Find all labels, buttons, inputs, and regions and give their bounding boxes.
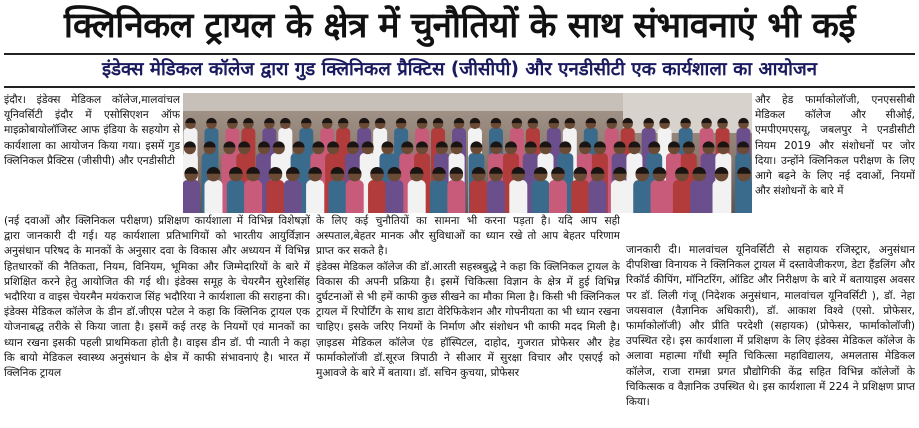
subheadline: इंडेक्स मेडिकल कॉलेज द्वारा गुड क्लिनिकल प्रैक्टिस (जीसीपी) और एनडीसीटी एक कार्यशाला का आयोजन [102, 59, 817, 80]
article-column-1-top: इंदौर। इंडेक्स मेडिकल कॉलेज,मालवांचल यूनिवर्सिटी इंदौर में एसोसिएशन ऑफ माइक्रोबायोलॉजिस्ट आफ इंडिया के सहयोग से कार्यशाला का आयोजन किया गया। इसमें गुड क्लिनिकल प्रैक्टिस (जीसीपी) और एनडीसीटी [4, 94, 180, 167]
article-column-3-bottom: जानकारी दी। मालवांचल यूनिवर्सिटी से सहायक रजिस्ट्रार, अनुसंधान दीपशिखा विनायक ने क्लिनिकल ट्रायल में दस्तावेजीकरण, डेटा हैंडलिंग और रिकॉर्ड कीपिंग, मॉनिटरिंग, ऑडिट और निरीक्षण के बारे में बतायाइस अवसर पर डॉ. लिली गंजू (निदेशक अनुसंधान, मालवांचल यूनिवर्सिटी ), डॉ. नेहा जयसवाल (वैज्ञानिक अधिकारी), डॉ. आकाश विश्वे (एसो. प्रोफेसर, फार्माकोलॉजी) और प्रीति परदेशी (सहायक) (प्रोफेसर, फार्माकोलॉजी) उपस्थित रहे। इस कार्यशाला में प्रशिक्षण के लिए इंडेक्स मेडिकल कॉलेज के अलावा महात्मा गाँधी स्मृति चिकित्सा महाविद्यालय, अमलतास मेडिकल कॉलेज, राजा रामन्ना प्रगत प्रौद्योगिकी केंद्र सहित विभिन्न कॉलेजों के चिकित्सक व वैज्ञानिक उपस्थित थे। इस कार्यशाला में 224 ने प्रशिक्षण प्राप्त किया। [626, 244, 915, 409]
article-column-1-bottom: (नई दवाओं और क्लिनिकल परीक्षण) प्रशिक्षण कार्यशाला में विभिन्न विशेषज्ञों द्वारा जानकारी दी गई। यह कार्यशाला प्रतिभागियों को भारतीय आयुर्विज्ञान अनुसंधान परिषद के मानकों के अनुसार दवा के विकास और अध्ययन में विभिन्न हितधारकों की नैतिकता, नियम, विनियम, भूमिका और जिम्मेदारियों के बारे में प्रशिक्षित करने हेतु आयोजित की गई थी। इंडेक्स समूह के चेयरमैन सुरेशसिंह भदौरिया व वाइस चेयरमैन मयंकराज सिंह भदौरिया ने कार्यशाला की सराहना की। इंडेक्स मेडिकल कॉलेज के डीन डॉ.जीएस पटेल ने कहा कि क्लिनिक ट्रायल एक योजनाबद्ध तरीके से किया जाता है। इसमें कई तरह के नियमों एवं मानकों का ध्यान रखना इसकी पहली प्राथमिकता होती है। वाइस डीन डॉ. पी न्याती ने कहा कि बायो मेडिकल स्वास्थ्य अनुसंधान के क्षेत्र में काफी संभावनाएं है। भारत में क्लिनिक ट्रायल [4, 215, 310, 380]
headline: क्लिनिकल ट्रायल के क्षेत्र में चुनौतियों के साथ संभावनाएं भी कई [63, 6, 856, 46]
article-column-2: के लिए कई चुनौतियों का सामना भी करना पड़ता है। यदि आप सही अस्पताल,बेहतर मानक और सुविधाओं का ध्यान रखे तो आप बेहतर परिणाम प्राप्त कर सकते है। इंडेक्स मेडिकल कॉलेज की डॉ.आरती सहस्त्रबुद्धे ने कहा कि क्लिनिकल ट्रायल के विकास की अपनी प्रक्रिया है। इसमें चिकित्सा विज्ञान के क्षेत्र में हुई विभिन्न दुर्घटनाओं से भी हमें काफी कुछ सीखने का मौका मिला है। किसी भी क्लिनिकल ट्रायल में रिपोर्टिंग के साथ डाटा वेरिफिकेशन और गोपनीयता का भी ध्यान रखना चाहिए। इसके जरिए नियमों के निर्माण और संशोधन भी काफी मदद मिली है। ज़ाइडस मेडिकल कॉलेज एंड हॉस्पिटल, दाहोद, गुजरात प्रोफेसर और हेड फार्माकोलॉजी डॉ.सूरज त्रिपाठी ने सीआर में सुरक्षा विचार और एसएई को मुआवजे के बारे में बताया। डॉ. सचिन कुचया, प्रोफेसर [316, 215, 620, 380]
group-photo [183, 93, 752, 213]
article-column-3-top: और हेड फार्माकोलॉजी, एनएससीबी मेडिकल कॉलेज और सीओई, एमपीएमएसयू, जबलपुर ने एनडीसीटी नियम 2019 और संशोधनों पर जोर दिया। उन्होंने क्लिनिकल परीक्षण के लिए आगे बढ़ने के लिए नई दवाओं, नियमों और संशोधनों के बारे में [755, 94, 915, 198]
subheadline-divider [4, 86, 915, 88]
